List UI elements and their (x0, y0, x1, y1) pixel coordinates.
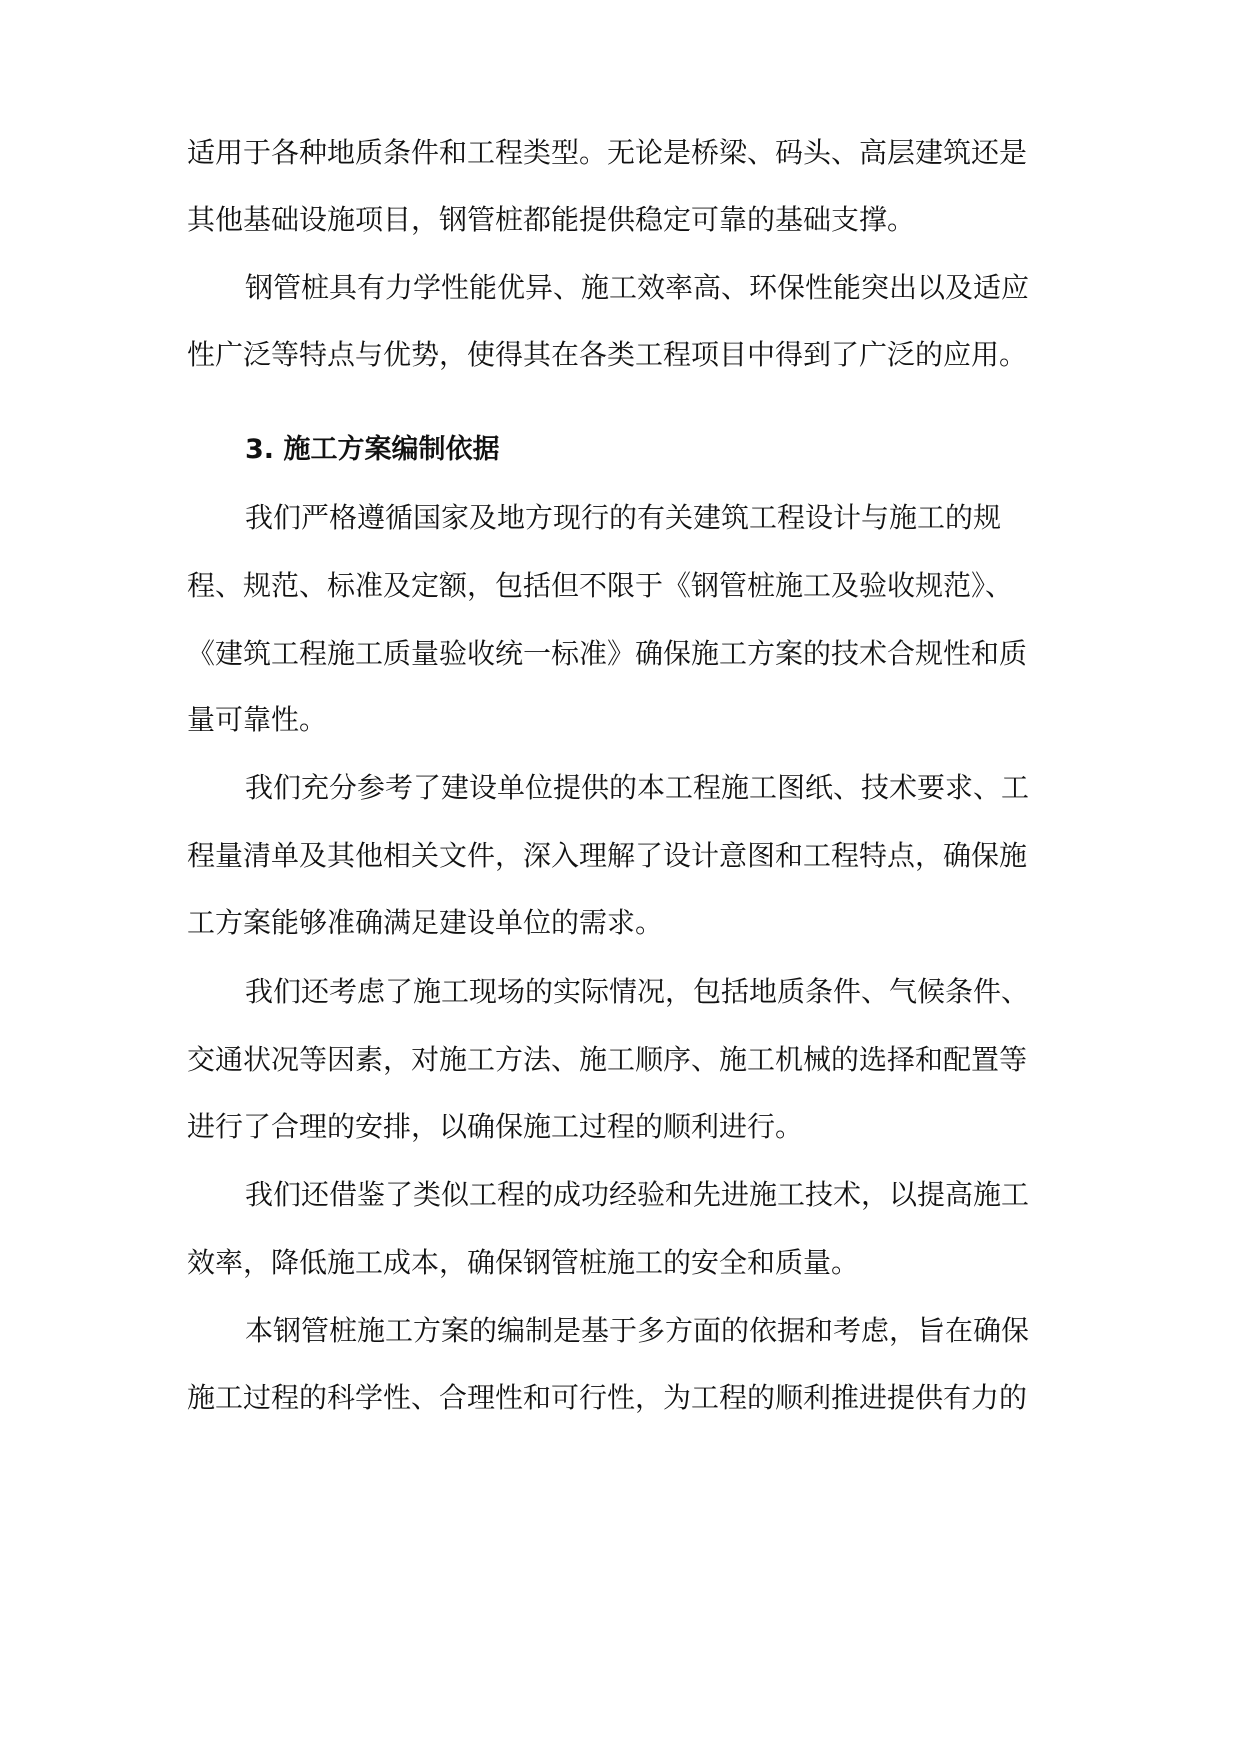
paragraph-line: 我们还借鉴了类似工程的成功经验和先进施工技术，以提高施工 (245, 1178, 1030, 1211)
paragraph-line: 工方案能够准确满足建设单位的需求。 (187, 906, 664, 939)
paragraph-line: 《建筑工程施工质量验收统一标准》确保施工方案的技术合规性和质 (187, 637, 1028, 670)
paragraph-line: 本钢管桩施工方案的编制是基于多方面的依据和考虑，旨在确保 (245, 1314, 1030, 1347)
paragraph-line: 适用于各种地质条件和工程类型。无论是桥梁、码头、高层建筑还是 (187, 136, 1028, 169)
paragraph-line: 程、规范、标准及定额，包括但不限于《钢管桩施工及验收规范》、 (187, 569, 1014, 602)
paragraph-line: 交通状况等因素，对施工方法、施工顺序、施工机械的选择和配置等 (187, 1043, 1028, 1076)
paragraph-line: 程量清单及其他相关文件，深入理解了设计意图和工程特点，确保施 (187, 839, 1028, 872)
paragraph-line: 施工过程的科学性、合理性和可行性，为工程的顺利推进提供有力的 (187, 1381, 1028, 1414)
paragraph-line: 进行了合理的安排，以确保施工过程的顺利进行。 (187, 1110, 804, 1143)
paragraph-line: 钢管桩具有力学性能优异、施工效率高、环保性能突出以及适应 (245, 271, 1030, 304)
section-heading: 3. 施工方案编制依据 (245, 434, 500, 465)
paragraph-line: 我们严格遵循国家及地方现行的有关建筑工程设计与施工的规 (245, 501, 1002, 534)
paragraph-line: 量可靠性。 (187, 703, 328, 736)
paragraph-line: 性广泛等特点与优势，使得其在各类工程项目中得到了广泛的应用。 (187, 338, 1028, 371)
paragraph-line: 效率，降低施工成本，确保钢管桩施工的安全和质量。 (187, 1246, 860, 1279)
paragraph-line: 其他基础设施项目，钢管桩都能提供稳定可靠的基础支撑。 (187, 203, 916, 236)
paragraph-line: 我们充分参考了建设单位提供的本工程施工图纸、技术要求、工 (245, 771, 1030, 804)
paragraph-line: 我们还考虑了施工现场的实际情况，包括地质条件、气候条件、 (245, 975, 1030, 1008)
